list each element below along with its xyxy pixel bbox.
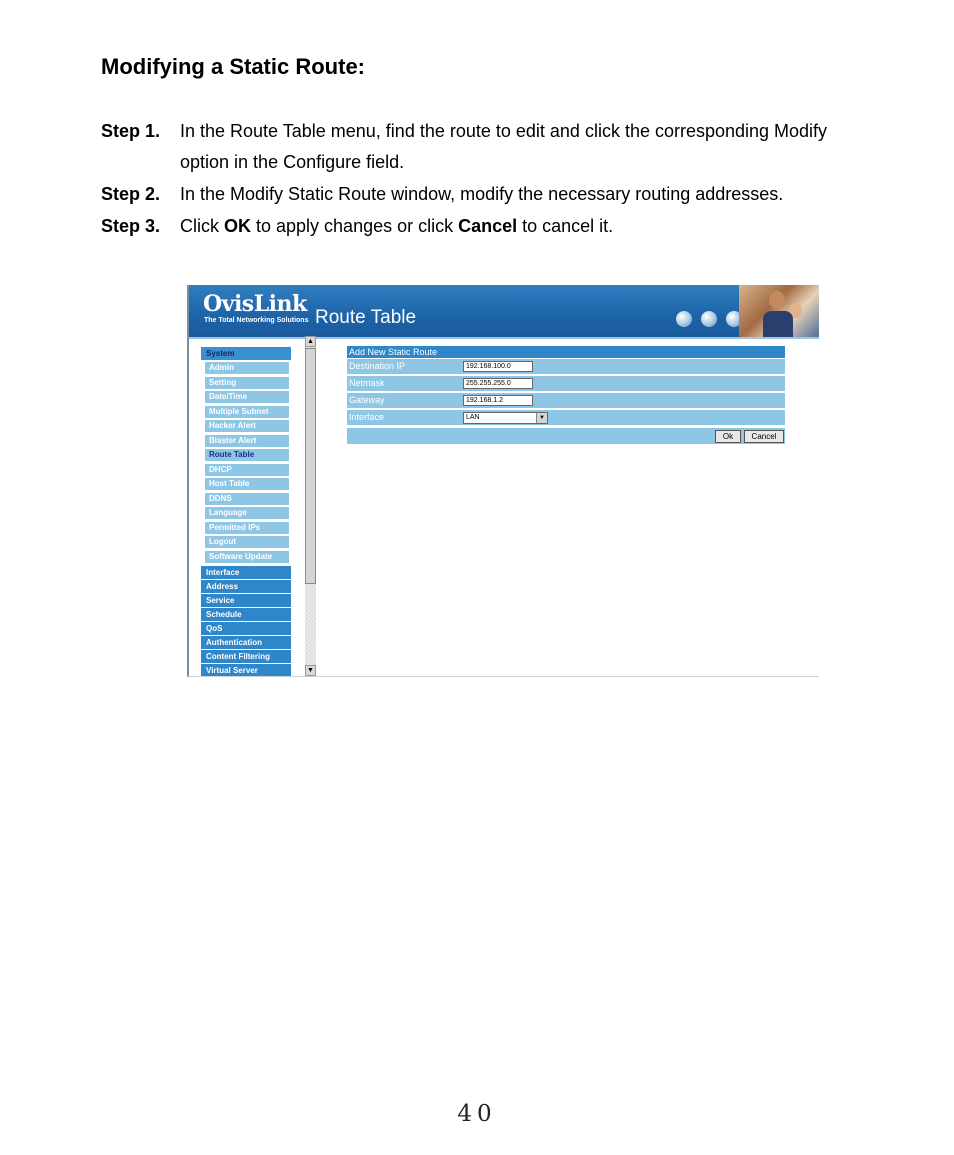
- cancel-button[interactable]: Cancel: [744, 430, 784, 443]
- logo-tagline: The Total Networking Solutions: [204, 317, 309, 324]
- step-number: Step 1.: [101, 121, 161, 141]
- section-heading: Modifying a Static Route:: [101, 54, 365, 79]
- sidebar-item-hacker-alert[interactable]: Hacker Alert: [205, 420, 289, 432]
- destination-ip-label: Destination IP: [349, 361, 406, 371]
- step-text: Click OK to apply changes or click Cancel to cancel it.: [180, 216, 614, 236]
- destination-ip-input[interactable]: 192.168.100.0: [463, 361, 533, 372]
- sidebar-item-ddns[interactable]: DDNS: [205, 493, 289, 505]
- ovislink-logo: OvisLink: [203, 291, 307, 317]
- interface-row: [347, 409, 785, 425]
- sidebar-section-interface[interactable]: Interface: [201, 566, 291, 579]
- form-header: Add New Static Route: [347, 346, 785, 358]
- dropdown-arrow-icon[interactable]: ▼: [536, 413, 547, 423]
- globe-icon: [701, 311, 717, 327]
- sidebar-item-permitted-ips[interactable]: Permitted IPs: [205, 522, 289, 534]
- sidebar-section-service[interactable]: Service: [201, 594, 291, 607]
- sidebar-item-blaster-alert[interactable]: Blaster Alert: [205, 435, 289, 447]
- gateway-input[interactable]: 192.168.1.2: [463, 395, 533, 406]
- interface-select[interactable]: [463, 412, 548, 424]
- sidebar-scrollbar[interactable]: [305, 336, 316, 676]
- sidebar-section-content-filtering[interactable]: Content Filtering: [201, 650, 291, 663]
- ok-keyword: OK: [224, 216, 251, 236]
- step-number: Step 2.: [101, 184, 161, 204]
- sidebar-section-authentication[interactable]: Authentication: [201, 636, 291, 649]
- interface-select-value: LAN: [466, 414, 480, 421]
- page-number: 40: [457, 1101, 497, 1127]
- banner-divider: [189, 337, 819, 339]
- sidebar-section-system[interactable]: System: [201, 347, 291, 360]
- sidebar-item-date-time[interactable]: Date/Time: [205, 391, 289, 403]
- interface-label: Interface: [349, 412, 385, 422]
- netmask-input[interactable]: 255.255.255.0: [463, 378, 533, 389]
- sidebar-item-software-update[interactable]: Software Update: [205, 551, 289, 563]
- sidebar-item-setting[interactable]: Setting: [205, 377, 289, 389]
- destination-ip-row: [347, 358, 785, 374]
- sidebar-item-admin[interactable]: Admin: [205, 362, 289, 374]
- gateway-label: Gateway: [349, 395, 385, 405]
- scroll-down-arrow-icon[interactable]: ▼: [305, 665, 316, 676]
- route-table-screenshot: [187, 285, 819, 677]
- step-text: In the Modify Static Route window, modify the necessary routing addresses.: [180, 184, 784, 204]
- netmask-label: Netmask: [349, 378, 385, 388]
- step-number: Step 3.: [101, 216, 161, 236]
- sidebar-item-dhcp[interactable]: DHCP: [205, 464, 289, 476]
- sidebar-section-address[interactable]: Address: [201, 580, 291, 593]
- ok-button[interactable]: Ok: [715, 430, 741, 443]
- scroll-thumb[interactable]: [305, 348, 316, 584]
- form-buttons-row: [347, 427, 785, 444]
- step-text: In the Route Table menu, find the route to edit and click the corresponding Modify option in the Configure field.: [180, 121, 828, 172]
- sidebar-section-schedule[interactable]: Schedule: [201, 608, 291, 621]
- page-title: Route Table: [315, 307, 417, 328]
- globe-icon: [676, 311, 692, 327]
- cancel-keyword: Cancel: [458, 216, 518, 236]
- scroll-up-arrow-icon[interactable]: ▲: [305, 336, 316, 347]
- sidebar-item-host-table[interactable]: Host Table: [205, 478, 289, 490]
- sidebar-item-language[interactable]: Language: [205, 507, 289, 519]
- sidebar-item-route-table[interactable]: Route Table: [205, 449, 289, 461]
- sidebar-section-virtual-server[interactable]: Virtual Server: [201, 664, 291, 677]
- people-photo: [739, 285, 819, 337]
- header-banner: [189, 285, 819, 337]
- sidebar-item-multiple-subnet[interactable]: Multiple Subnet: [205, 406, 289, 418]
- sidebar-item-logout[interactable]: Logout: [205, 536, 289, 548]
- sidebar-section-qos[interactable]: QoS: [201, 622, 291, 635]
- netmask-row: [347, 375, 785, 391]
- gateway-row: [347, 392, 785, 408]
